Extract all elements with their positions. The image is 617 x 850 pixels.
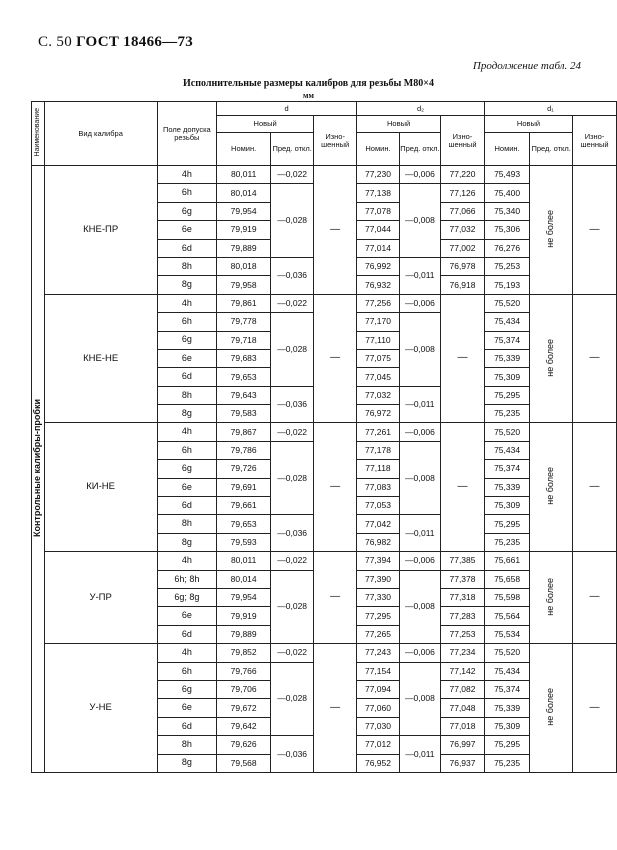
d1-nominal: 75,295 xyxy=(484,736,529,754)
tolerance-field: 6d xyxy=(157,368,217,386)
d1-nominal: 75,309 xyxy=(484,497,529,515)
d1-nominal: 75,339 xyxy=(484,349,529,367)
d-limit-deviation: —0,028 xyxy=(271,441,314,515)
tolerance-field: 8h xyxy=(157,736,217,754)
header-nominal-d1: Номин. xyxy=(484,133,529,166)
header-caliber-type: Вид калибра xyxy=(44,102,157,166)
group-label-cell xyxy=(32,166,45,773)
d-worn: — xyxy=(314,294,357,423)
table-row xyxy=(32,423,617,441)
d-nominal: 79,653 xyxy=(217,515,271,533)
tolerance-field: 6e xyxy=(157,349,217,367)
d1-nominal: 75,339 xyxy=(484,478,529,496)
d-nominal: 80,018 xyxy=(217,257,271,275)
table-row xyxy=(32,644,617,662)
header-nominal-d2: Номин. xyxy=(357,133,400,166)
d1-nominal: 75,295 xyxy=(484,515,529,533)
d2-worn: 76,978 xyxy=(441,257,485,275)
tolerance-field: 6e xyxy=(157,699,217,717)
d2-worn: — xyxy=(441,294,485,423)
tolerance-field: 4h xyxy=(157,644,217,662)
d1-nominal: 75,520 xyxy=(484,294,529,312)
d2-nominal: 77,044 xyxy=(357,221,400,239)
d2-nominal: 77,265 xyxy=(357,625,400,643)
d2-worn: 77,032 xyxy=(441,221,485,239)
d2-limit-deviation: —0,011 xyxy=(399,257,440,294)
not-more-than-label: не более xyxy=(545,338,556,377)
d-worn: — xyxy=(314,423,357,552)
d-nominal: 79,661 xyxy=(217,497,271,515)
not-more-than-label: не более xyxy=(545,687,556,726)
d-nominal: 79,919 xyxy=(217,607,271,625)
d-nominal: 79,691 xyxy=(217,478,271,496)
d-nominal: 79,706 xyxy=(217,680,271,698)
page-label: С. 50 xyxy=(38,34,73,50)
d2-nominal: 77,178 xyxy=(357,441,400,459)
d2-limit-deviation: —0,006 xyxy=(399,552,440,570)
continuation-note: Продолжение табл. 24 xyxy=(472,60,581,72)
d-limit-deviation: —0,028 xyxy=(271,570,314,644)
d2-nominal: 77,045 xyxy=(357,368,400,386)
d1-limit-deviation xyxy=(530,423,573,552)
d1-worn: — xyxy=(573,644,617,773)
d-nominal: 79,626 xyxy=(217,736,271,754)
d-worn: — xyxy=(314,552,357,644)
tolerance-field: 8h xyxy=(157,515,217,533)
d-nominal: 79,593 xyxy=(217,533,271,551)
d2-nominal: 77,256 xyxy=(357,294,400,312)
d-limit-deviation: —0,036 xyxy=(271,515,314,552)
d-nominal: 79,683 xyxy=(217,349,271,367)
header-name-label: Наименование xyxy=(34,108,42,157)
d-worn: — xyxy=(314,166,357,295)
tolerance-field: 6h xyxy=(157,441,217,459)
d-limit-deviation: —0,028 xyxy=(271,313,314,387)
d2-nominal: 77,078 xyxy=(357,202,400,220)
header-d1: d₁ xyxy=(484,102,616,116)
d2-worn: 77,048 xyxy=(441,699,485,717)
d2-nominal: 76,972 xyxy=(357,405,400,423)
d2-nominal: 77,075 xyxy=(357,349,400,367)
d-worn: — xyxy=(314,644,357,773)
tolerance-field: 4h xyxy=(157,552,217,570)
tolerance-field: 6e xyxy=(157,221,217,239)
d2-nominal: 76,932 xyxy=(357,276,400,294)
d2-worn: 77,018 xyxy=(441,717,485,735)
d2-nominal: 77,243 xyxy=(357,644,400,662)
d2-worn: 77,066 xyxy=(441,202,485,220)
d2-limit-deviation: —0,006 xyxy=(399,423,440,441)
d2-limit-deviation: —0,008 xyxy=(399,441,440,515)
d-limit-deviation: —0,022 xyxy=(271,166,314,184)
caliber-type: КНЕ-НЕ xyxy=(44,294,157,423)
caliber-type: КНЕ-ПР xyxy=(44,166,157,295)
tolerance-field: 6d xyxy=(157,239,217,257)
d2-nominal: 77,295 xyxy=(357,607,400,625)
d1-nominal: 75,309 xyxy=(484,368,529,386)
d-nominal: 79,889 xyxy=(217,239,271,257)
d1-nominal: 75,434 xyxy=(484,313,529,331)
d-nominal: 79,852 xyxy=(217,644,271,662)
header-new-d2: Новый xyxy=(357,116,441,133)
d2-nominal: 77,230 xyxy=(357,166,400,184)
standard-code: ГОСТ 18466—73 xyxy=(76,34,194,50)
d1-nominal: 75,520 xyxy=(484,423,529,441)
page-number-standard xyxy=(38,34,193,51)
d2-limit-deviation: —0,011 xyxy=(399,736,440,773)
d-limit-deviation: —0,036 xyxy=(271,386,314,423)
d2-limit-deviation: —0,011 xyxy=(399,515,440,552)
d-limit-deviation: —0,022 xyxy=(271,423,314,441)
d-nominal: 79,643 xyxy=(217,386,271,404)
d-nominal: 79,672 xyxy=(217,699,271,717)
d1-nominal: 75,235 xyxy=(484,533,529,551)
d-nominal: 79,954 xyxy=(217,588,271,606)
d1-nominal: 75,193 xyxy=(484,276,529,294)
d1-limit-deviation xyxy=(530,644,573,773)
d1-worn: — xyxy=(573,166,617,295)
header-worn-d: Изно-шенный xyxy=(314,116,357,166)
caliber-type: КИ-НЕ xyxy=(44,423,157,552)
d2-worn: 77,253 xyxy=(441,625,485,643)
d1-nominal: 75,374 xyxy=(484,460,529,478)
header-worn-d2: Изно-шенный xyxy=(441,116,485,166)
d-nominal: 79,867 xyxy=(217,423,271,441)
page-header xyxy=(0,0,617,110)
d2-nominal: 77,330 xyxy=(357,588,400,606)
tolerance-field: 8g xyxy=(157,276,217,294)
d1-nominal: 75,564 xyxy=(484,607,529,625)
tolerance-field: 6d xyxy=(157,497,217,515)
tolerance-field: 4h xyxy=(157,294,217,312)
d-nominal: 79,726 xyxy=(217,460,271,478)
d2-nominal: 77,094 xyxy=(357,680,400,698)
d1-nominal: 75,235 xyxy=(484,405,529,423)
d2-limit-deviation: —0,006 xyxy=(399,644,440,662)
d-nominal: 80,011 xyxy=(217,166,271,184)
d1-nominal: 75,339 xyxy=(484,699,529,717)
header-d: d xyxy=(217,102,357,116)
d-limit-deviation: —0,022 xyxy=(271,644,314,662)
d1-nominal: 75,661 xyxy=(484,552,529,570)
d1-nominal: 75,253 xyxy=(484,257,529,275)
d1-nominal: 76,276 xyxy=(484,239,529,257)
d2-nominal: 76,982 xyxy=(357,533,400,551)
d2-limit-deviation: —0,008 xyxy=(399,184,440,258)
d1-nominal: 75,658 xyxy=(484,570,529,588)
d2-nominal: 76,952 xyxy=(357,754,400,772)
table-title: Исполнительные размеры калибров для резьбы М80×4 xyxy=(183,78,434,89)
tolerance-field: 4h xyxy=(157,423,217,441)
d-nominal: 79,653 xyxy=(217,368,271,386)
header-worn-d1: Изно-шенный xyxy=(573,116,617,166)
d1-limit-deviation xyxy=(530,166,573,295)
d1-limit-deviation xyxy=(530,294,573,423)
d1-nominal: 75,295 xyxy=(484,386,529,404)
d-nominal: 80,014 xyxy=(217,570,271,588)
tolerance-field: 6g; 8g xyxy=(157,588,217,606)
d1-nominal: 75,400 xyxy=(484,184,529,202)
d-nominal: 80,014 xyxy=(217,184,271,202)
d1-nominal: 75,374 xyxy=(484,331,529,349)
header-d2: d₂ xyxy=(357,102,485,116)
tolerance-field: 6g xyxy=(157,331,217,349)
group-label: Контрольные калибры-пробки xyxy=(32,398,43,537)
d-nominal: 79,778 xyxy=(217,313,271,331)
d2-nominal: 76,992 xyxy=(357,257,400,275)
d-nominal: 79,583 xyxy=(217,405,271,423)
d2-worn: 77,082 xyxy=(441,680,485,698)
d2-nominal: 77,042 xyxy=(357,515,400,533)
d1-nominal: 75,374 xyxy=(484,680,529,698)
table-row xyxy=(32,552,617,570)
caliber-type: У-НЕ xyxy=(44,644,157,773)
dimensions-table xyxy=(31,101,617,773)
d1-nominal: 75,434 xyxy=(484,441,529,459)
d1-worn: — xyxy=(573,423,617,552)
d-nominal: 79,786 xyxy=(217,441,271,459)
d1-nominal: 75,434 xyxy=(484,662,529,680)
d1-nominal: 75,309 xyxy=(484,717,529,735)
d-limit-deviation: —0,036 xyxy=(271,257,314,294)
tolerance-field: 6h xyxy=(157,184,217,202)
header-tolerance-field: Поле допуска резьбы xyxy=(157,102,217,166)
d2-worn: 77,142 xyxy=(441,662,485,680)
d-limit-deviation: —0,022 xyxy=(271,294,314,312)
tolerance-field: 8g xyxy=(157,754,217,772)
d1-nominal: 75,598 xyxy=(484,588,529,606)
d-nominal: 79,766 xyxy=(217,662,271,680)
d-nominal: 79,919 xyxy=(217,221,271,239)
tolerance-field: 6d xyxy=(157,717,217,735)
d-limit-deviation: —0,028 xyxy=(271,184,314,258)
header-new-d: Новый xyxy=(217,116,314,133)
table-row xyxy=(32,294,617,312)
tolerance-field: 8h xyxy=(157,386,217,404)
tolerance-field: 6h xyxy=(157,313,217,331)
d-nominal: 79,889 xyxy=(217,625,271,643)
d2-nominal: 77,053 xyxy=(357,497,400,515)
d1-nominal: 75,306 xyxy=(484,221,529,239)
header-limit-dev-d: Пред. откл. xyxy=(271,133,314,166)
header-limit-dev-d2: Пред. откл. xyxy=(399,133,440,166)
d2-nominal: 77,138 xyxy=(357,184,400,202)
tolerance-field: 8g xyxy=(157,405,217,423)
d2-worn: 77,126 xyxy=(441,184,485,202)
d2-worn: 76,937 xyxy=(441,754,485,772)
d2-nominal: 77,060 xyxy=(357,699,400,717)
caliber-type: У-ПР xyxy=(44,552,157,644)
table-unit: мм xyxy=(303,91,314,100)
d-nominal: 79,958 xyxy=(217,276,271,294)
table-row xyxy=(32,166,617,184)
d2-limit-deviation: —0,008 xyxy=(399,570,440,644)
tolerance-field: 6h xyxy=(157,662,217,680)
d2-limit-deviation: —0,008 xyxy=(399,313,440,387)
header-limit-dev-d1: Пред. откл. xyxy=(530,133,573,166)
d2-limit-deviation: —0,006 xyxy=(399,294,440,312)
d2-worn: 77,234 xyxy=(441,644,485,662)
d1-limit-deviation xyxy=(530,552,573,644)
d2-nominal: 77,390 xyxy=(357,570,400,588)
d1-nominal: 75,493 xyxy=(484,166,529,184)
d2-limit-deviation: —0,008 xyxy=(399,662,440,736)
d2-limit-deviation: —0,006 xyxy=(399,166,440,184)
tolerance-field: 6g xyxy=(157,460,217,478)
d-nominal: 79,568 xyxy=(217,754,271,772)
d2-worn: 76,997 xyxy=(441,736,485,754)
d-nominal: 79,954 xyxy=(217,202,271,220)
d2-limit-deviation: —0,011 xyxy=(399,386,440,423)
d2-nominal: 77,261 xyxy=(357,423,400,441)
d2-nominal: 77,030 xyxy=(357,717,400,735)
d2-nominal: 77,012 xyxy=(357,736,400,754)
d1-nominal: 75,520 xyxy=(484,644,529,662)
d2-worn: 77,002 xyxy=(441,239,485,257)
header-nominal-d: Номин. xyxy=(217,133,271,166)
tolerance-field: 8h xyxy=(157,257,217,275)
d2-worn: 77,378 xyxy=(441,570,485,588)
not-more-than-label: не более xyxy=(545,467,556,505)
d1-worn: — xyxy=(573,552,617,644)
d-limit-deviation: —0,022 xyxy=(271,552,314,570)
d1-nominal: 75,235 xyxy=(484,754,529,772)
d2-nominal: 77,110 xyxy=(357,331,400,349)
d2-nominal: 77,154 xyxy=(357,662,400,680)
tolerance-field: 8g xyxy=(157,533,217,551)
not-more-than-label: не более xyxy=(545,577,556,616)
d2-worn: 77,318 xyxy=(441,588,485,606)
d2-worn: 76,918 xyxy=(441,276,485,294)
d1-nominal: 75,534 xyxy=(484,625,529,643)
tolerance-field: 6h; 8h xyxy=(157,570,217,588)
tolerance-field: 6e xyxy=(157,478,217,496)
d-nominal: 80,011 xyxy=(217,552,271,570)
d2-nominal: 77,118 xyxy=(357,460,400,478)
d2-nominal: 77,170 xyxy=(357,313,400,331)
tolerance-field: 6e xyxy=(157,607,217,625)
d-nominal: 79,861 xyxy=(217,294,271,312)
d2-worn: 77,220 xyxy=(441,166,485,184)
tolerance-field: 6g xyxy=(157,680,217,698)
d2-nominal: 77,014 xyxy=(357,239,400,257)
header-name-column xyxy=(32,102,45,166)
tolerance-field: 6d xyxy=(157,625,217,643)
d-limit-deviation: —0,028 xyxy=(271,662,314,736)
d2-worn: — xyxy=(441,423,485,552)
d2-nominal: 77,032 xyxy=(357,386,400,404)
d-nominal: 79,642 xyxy=(217,717,271,735)
d2-worn: 77,385 xyxy=(441,552,485,570)
d2-nominal: 77,083 xyxy=(357,478,400,496)
d-limit-deviation: —0,036 xyxy=(271,736,314,773)
d2-nominal: 77,394 xyxy=(357,552,400,570)
d2-worn: 77,283 xyxy=(441,607,485,625)
d1-nominal: 75,340 xyxy=(484,202,529,220)
tolerance-field: 4h xyxy=(157,166,217,184)
not-more-than-label: не более xyxy=(545,209,556,248)
d1-worn: — xyxy=(573,294,617,423)
tolerance-field: 6g xyxy=(157,202,217,220)
d-nominal: 79,718 xyxy=(217,331,271,349)
header-new-d1: Новый xyxy=(484,116,572,133)
